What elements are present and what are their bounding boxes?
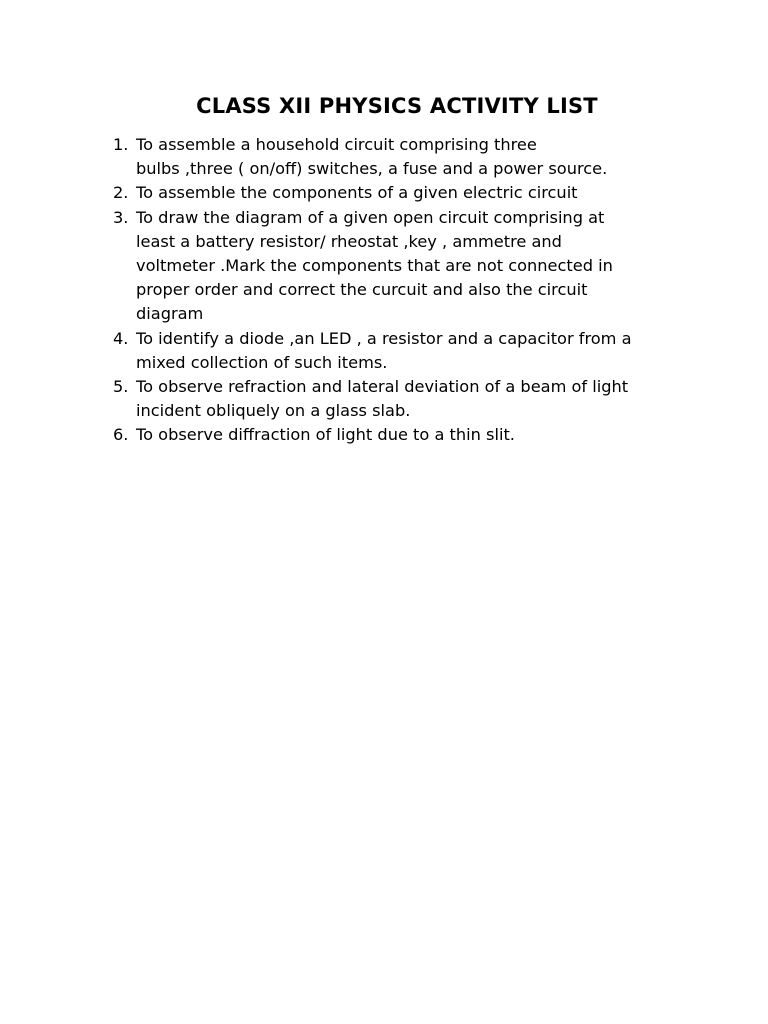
activity-item-6 <box>113 423 713 447</box>
activity-number: 1. <box>113 135 129 154</box>
activity-text-line: proper order and correct the curcuit and also the circuit <box>136 280 588 300</box>
activity-item-1 <box>113 133 713 181</box>
activity-text-line: To observe diffraction of light due to a thin slit. <box>136 425 515 445</box>
activity-item-2 <box>113 181 713 205</box>
activity-text-line: To observe refraction and lateral deviation of a beam of light <box>136 377 629 397</box>
activity-text-line: To assemble a household circuit comprising three <box>136 135 537 154</box>
activity-item-4 <box>113 327 713 375</box>
document-title: CLASS XII PHYSICS ACTIVITY LIST <box>196 94 598 118</box>
activity-text-line: To identify a diode ,an LED , a resistor and a capacitor from a <box>136 328 632 348</box>
activity-number: 3. <box>113 207 129 227</box>
activity-text-line: voltmeter .Mark the components that are not connected in <box>136 256 613 276</box>
activity-text-line: least a battery resistor/ rheostat ,key , ammetre and <box>136 231 562 251</box>
activity-text-line: To assemble the components of a given electric circuit <box>136 183 578 203</box>
activity-text-line: bulbs ,three ( on/off) switches, a fuse and a power source. <box>136 159 608 179</box>
activity-text-line: To draw the diagram of a given open circuit comprising at <box>136 207 605 227</box>
activity-item-5 <box>113 375 713 423</box>
activity-number: 6. <box>113 425 129 445</box>
activity-text-line: diagram <box>136 304 204 324</box>
activity-number: 5. <box>113 377 129 397</box>
activity-number: 2. <box>113 183 129 203</box>
activity-number: 4. <box>113 328 129 348</box>
activity-list <box>113 133 713 448</box>
activity-text-line: mixed collection of such items. <box>136 352 388 372</box>
activity-item-3 <box>113 206 713 327</box>
activity-text-line: incident obliquely on a glass slab. <box>136 401 411 421</box>
